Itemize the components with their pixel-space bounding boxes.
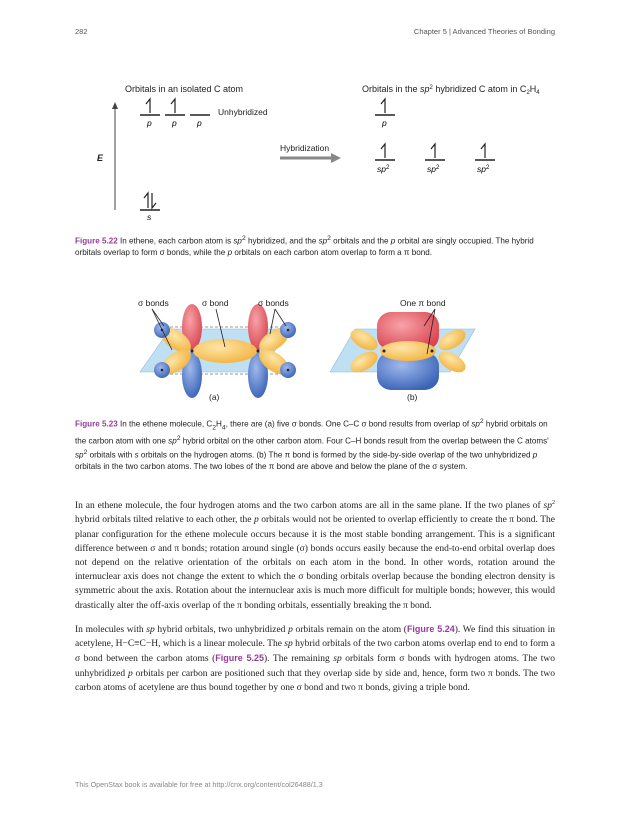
sp2-orbitals xyxy=(375,144,495,174)
right-title: Orbitals in the $sp^2$ hybridized C atom in $C_2H_4$ xyxy=(362,84,540,96)
subfigure-a-label: (a) xyxy=(209,392,220,402)
figure-5-23-diagram xyxy=(130,292,510,407)
hybridization-arrowhead xyxy=(331,153,341,163)
footer-license: This OpenStax book is available for free at http://cnx.org/content/col26488/1.3 xyxy=(75,780,323,789)
cc-sigma-bond xyxy=(193,339,257,363)
svg-text:p: p xyxy=(172,118,177,128)
label-sigma-bonds-left: σ bonds xyxy=(138,298,169,308)
figure-5-23-caption: Figure 5.23 In the ethene molecule, $C_2H_4$, there are (a) five σ bonds. One C–C σ bond results from overlap of $sp^2$ hybrid orbitals on the carbon atom with one $sp^2$ hybrid orbital on the other carbon atom. Four C–H bonds result from the overlap between the C atoms' $sp^2$ orbitals with s orbitals on the hydrogen atoms. (b) The π bond is formed by the side-by-side overlap of the two unhybridized p orbitals in the two carbon atoms. The two lobes of the π bond are above and below the plane of the σ system. xyxy=(75,418,549,471)
label-sigma-bond: σ bond xyxy=(202,298,229,308)
page-number: 282 xyxy=(75,27,88,36)
isolated-p-orbitals xyxy=(140,99,210,128)
left-title: Orbitals in an isolated C atom xyxy=(125,84,244,94)
svg-text:sp2: $sp^2$ xyxy=(377,164,390,174)
ethene-pi-model xyxy=(330,309,475,390)
svg-text:p: p xyxy=(382,118,387,128)
figure-label: Figure 5.23 xyxy=(75,419,118,429)
body-paragraph-2: In molecules with sp hybrid orbitals, two unhybridized p orbitals remain on the atom (Figure 5.24). We find this situation in acetylene, H−C≡C−H, which is a linear molecule. The sp hybrid orbitals of the two carbon atoms overlap end to end to form a σ bond between the carbon atoms (Figure 5.25). The remaining sp orbitals form σ bonds with hydrogen atoms. The two unhybridized p orbitals per carbon are positioned such that they overlap side by side and, hence, form two π bonds. The two carbon atoms of acetylene are thus bound together by one σ bond and two π bonds, giving a triple bond. xyxy=(75,624,555,693)
energy-axis-arrowhead xyxy=(112,102,118,109)
figure-5-25-link[interactable]: Figure 5.25 xyxy=(215,653,264,664)
svg-text:s: s xyxy=(147,212,152,222)
figure-5-24-link[interactable]: Figure 5.24 xyxy=(406,624,455,634)
subfigure-b-label: (b) xyxy=(407,392,418,402)
svg-text:p: p xyxy=(147,118,152,128)
svg-text:p: p xyxy=(197,118,202,128)
energy-axis-label: E xyxy=(97,153,104,163)
chapter-title: Chapter 5 | Advanced Theories of Bonding xyxy=(413,27,555,36)
label-pi-bond: One π bond xyxy=(400,298,446,308)
ethene-sigma-model xyxy=(140,304,296,398)
unhybridized-label: Unhybridized xyxy=(218,107,268,117)
body-paragraph-1: In an ethene molecule, the four hydrogen atoms and the two carbon atoms are all in the same plane. If the two planes of $sp^2$ hybrid orbitals tilted relative to each other, the p orbitals would not be oriented to overlap efficiently to create the π bond. The planar configuration for the ethene molecule occurs because it is the most stable bonding arrangement. This is a significant difference between σ and π bonds; rotation around single (σ) bonds occurs easily because the end-to-end orbital overlap does not depend on the relative orientation of the orbitals on each atom in the bond. In other words, rotation around the internuclear axis does not change the extent to which the σ bonding orbitals overlap because the bonding electron density is symmetric about the axis. Rotation about the internuclear axis is much more difficult for multiple bonds; however, this would drastically alter the off-axis overlap of the π bonding orbitals, essentially breaking the π bond. xyxy=(75,500,556,611)
svg-text:sp2: $sp^2$ xyxy=(477,164,490,174)
svg-text:sp2: $sp^2$ xyxy=(427,164,440,174)
hybrid-p-orbital xyxy=(375,99,395,128)
label-sigma-bonds-right: σ bonds xyxy=(258,298,289,308)
figure-5-22-diagram xyxy=(75,75,555,230)
figure-5-22-caption: Figure 5.22 In ethene, each carbon atom is $sp^2$ hybridized, and the $sp^2$ orbitals and the p orbital are singly occupied. The hybrid orbitals overlap to form σ bonds, while the p orbitals on each carbon atom overlap to form a π bond. xyxy=(75,235,534,257)
isolated-s-orbital xyxy=(140,193,160,222)
acetylene-formula: H−C≡C−H, xyxy=(115,639,161,650)
figure-label: Figure 5.22 xyxy=(75,236,118,246)
hybridization-label: Hybridization xyxy=(280,143,330,153)
